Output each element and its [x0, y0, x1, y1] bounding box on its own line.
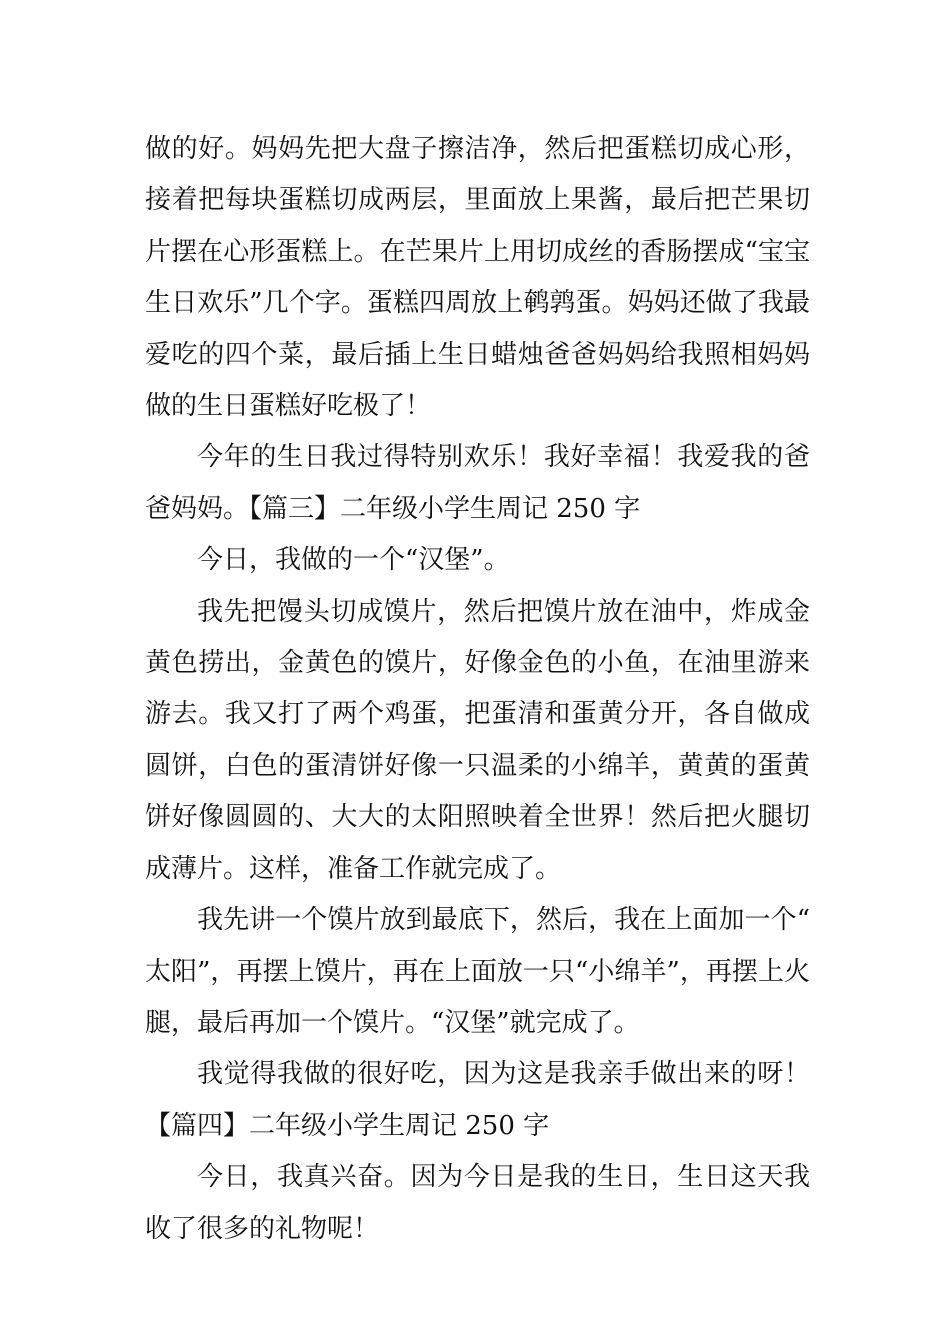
paragraph-hamburger-assembly: 我先讲一个馍片放到最底下，然后，我在上面加一个“太阳”，再摆上馍片，再在上面放一只“小绵羊”，再摆上火腿，最后再加一个馍片。“汉堡”就完成了。 — [145, 905, 810, 1038]
paragraph-hamburger-intro: 今日，我做的一个“汉堡”。 — [197, 545, 510, 576]
paragraph-birthday-cake: 做的好。妈妈先把大盘子擦洁净，然后把蛋糕切成心形，接着把每块蛋糕切成两层，里面放上果酱，最后把芒果切片摆在心形蛋糕上。在芒果片上用切成丝的香肠摆成“宝宝生日欢乐”几个字。蛋糕四周放上鹌鹑蛋。妈妈还做了我最爱吃的四个菜，最后插上生日蜡烛爸爸妈妈给我照相妈妈做的生日蛋糕好吃极了！ — [145, 134, 810, 422]
document-body — [145, 124, 810, 1255]
paragraph-birthday-gifts: 今日，我真兴奋。因为今日是我的生日，生日这天我收了很多的礼物呢！ — [145, 1162, 810, 1244]
paragraph-hamburger-conclusion: 我觉得我做的很好吃，因为这是我亲手做出来的呀！【篇四】二年级小学生周记 250 字 — [145, 1059, 810, 1141]
paragraph-hamburger-prep: 我先把馒头切成馍片，然后把馍片放在油中，炸成金黄色捞出，金黄色的馍片，好像金色的小鱼，在油里游来游去。我又打了两个鸡蛋，把蛋清和蛋黄分开，各自做成圆饼，白色的蛋清饼好像一只温柔的小绵羊，黄黄的蛋黄饼好像圆圆的、大大的太阳照映着全世界！然后把火腿切成薄片。这样，准备工作就完成了。 — [145, 596, 810, 884]
paragraph-happy-birthday: 今年的生日我过得特别欢乐！我好幸福！我爱我的爸爸妈妈。【篇三】二年级小学生周记 250 字 — [145, 442, 810, 524]
